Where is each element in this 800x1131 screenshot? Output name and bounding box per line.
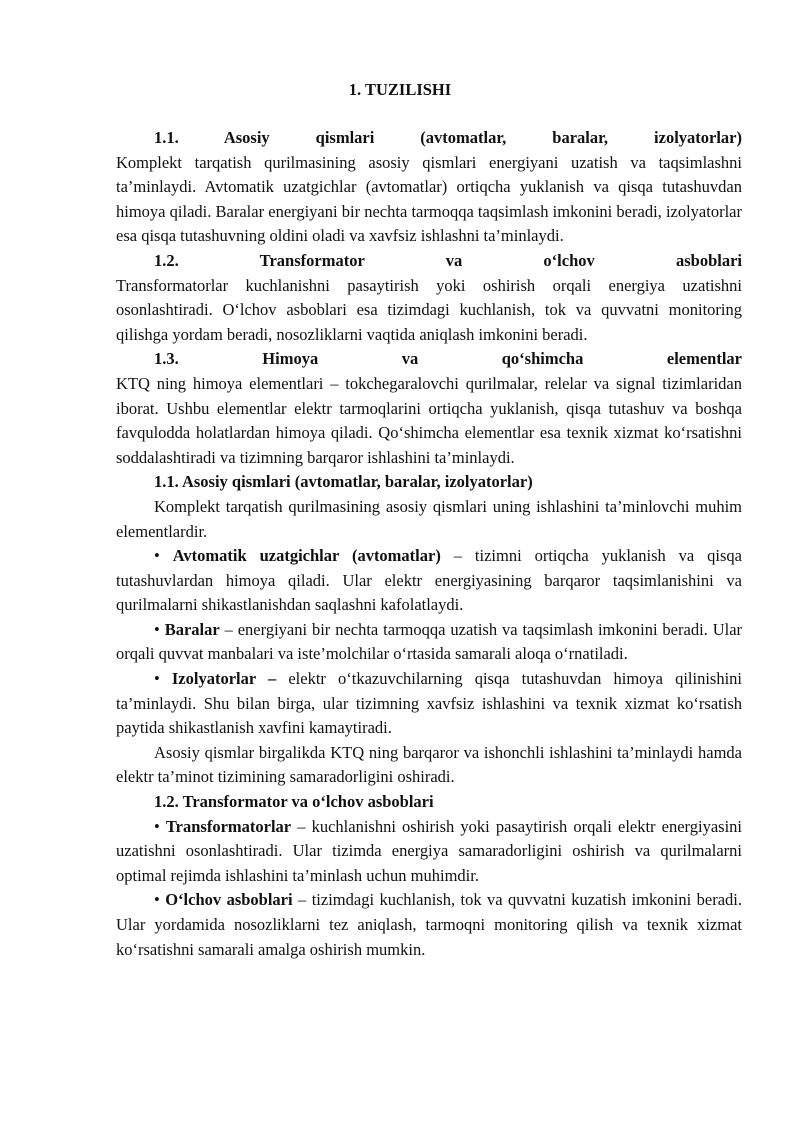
document-body (116, 126, 742, 962)
bullet-text: – tizimdagi kuchlanish, tok va quvvatni kuzatish imkonini beradi. Ular yordamida nosozliklarni tez aniqlash, tarmoqni monitoring qilish va texnik xizmat ko‘rsatishni samarali amalga oshirish mumkin. (116, 890, 742, 959)
section-1-2-text: Transformatorlar kuchlanishni pasaytirish yoki oshirish orqali energiya uzatishni osonlashtiradi. O‘lchov asboblari esa tizimdagi kuchlanish, tok va quvvatni monitoring qilishga yordam beradi, nosozliklarni vaqtida aniqlash imkonini beradi. (116, 275, 742, 344)
bullet-mark: • (154, 669, 160, 689)
bullet-paragraph (116, 888, 742, 962)
page-title: 1. TUZILISHI (348, 80, 452, 99)
section-1-3-heading: 1.3. Himoya va qo‘shimcha elementlar (154, 349, 742, 369)
detail-1-2-heading: 1.2. Transformator va o‘lchov asboblari (154, 792, 434, 812)
bullet-term: Baralar (164, 619, 220, 639)
bullet-mark: • (154, 816, 160, 836)
bullet-term: Transformatorlar (165, 816, 292, 836)
section-1-3-text: KTQ ning himoya elementlari – tokchegaralovchi qurilmalar, relelar va signal tizimlaridan iborat. Ushbu elementlar elektr tarmoqlarini ortiqcha yuklanish, qisqa tutashuv va boshqa favqulodda holatlardan himoya qiladi. Qo‘shimcha elementlar esa texnik xizmat ko‘rsatishni soddalashtiradi va tizimning barqaror ishlashini ta’minlaydi. (116, 373, 742, 467)
section-1-2-heading: 1.2. Transformator va o‘lchov asboblari (154, 250, 742, 270)
bullet-mark: • (154, 546, 160, 566)
bullet-term: O‘lchov asboblari (165, 890, 293, 910)
detail-1-1-heading: 1.1. Asosiy qismlari (avtomatlar, baralar, izolyatorlar) (154, 472, 533, 492)
bullet-text: – energiyani bir nechta tarmoqqa uzatish va taqsimlash imkonini beradi. Ular orqali quvvat manbalari va iste’molchilar o‘rtasida samarali aloqa o‘rnatiladi. (116, 619, 743, 664)
bullet-paragraph (116, 815, 742, 889)
bullet-text: elektr o‘tkazuvchilarning qisqa tutashuvdan himoya qilinishini ta’minlaydi. Shu bilan birga, ular tizimning xavfsiz ishlashini va texnik xizmat ko‘rsatish paytida shikastlanish xavfini kamaytiradi. (116, 669, 742, 738)
detail-1-1-intro: Komplekt tarqatish qurilmasining asosiy qismlari uning ishlashini ta’minlovchi muhim elementlardir. (116, 496, 742, 541)
bullet-mark: • (154, 619, 160, 639)
bullet-mark: • (154, 890, 160, 910)
bullet-paragraph (116, 544, 742, 618)
bullet-term: Izolyatorlar – (171, 669, 277, 689)
bullet-text: – kuchlanishni oshirish yoki pasaytirish orqali elektr energiyasini uzatishni osonlashtiradi. Ular tizimda energiya samaradorligini oshirish va qurilmalarni optimal rejimda ishlashini ta’minlash uchun muhimdir. (116, 816, 742, 885)
bullet-paragraph (116, 618, 742, 667)
bullet-text: – tizimni ortiqcha yuklanish va qisqa tutashuvlardan himoya qiladi. Ular elektr energiyasining barqaror taqsimlanishini va qurilmalarni shikastlanishdan saqlashni kafolatlaydi. (116, 546, 743, 615)
bullet-term: Avtomatik uzatgichlar (avtomatlar) (172, 546, 441, 566)
bullet-paragraph (116, 667, 742, 741)
section-1-1-heading: 1.1. Asosiy qismlari (avtomatlar, baralar, izolyatorlar) (154, 128, 742, 147)
detail-1-1-summary: Asosiy qismlar birgalikda KTQ ning barqaror va ishonchli ishlashini ta’minlaydi hamda elektr ta’minot tizimining samaradorligini oshiradi. (116, 742, 742, 787)
section-1-1-text: Komplekt tarqatish qurilmasining asosiy qismlari energiyani uzatish va taqsimlashni ta’minlaydi. Avtomatik uzatgichlar (avtomatlar) ortiqcha yuklanish va qisqa tutashuvdan himoya qiladi. Baralar energiyani bir nechta tarmoqqa taqsimlash imkonini beradi, izolyatorlar esa qisqa tutashuvning oldini oladi va xavfsiz ishlashni ta’minlaydi. (116, 152, 742, 246)
